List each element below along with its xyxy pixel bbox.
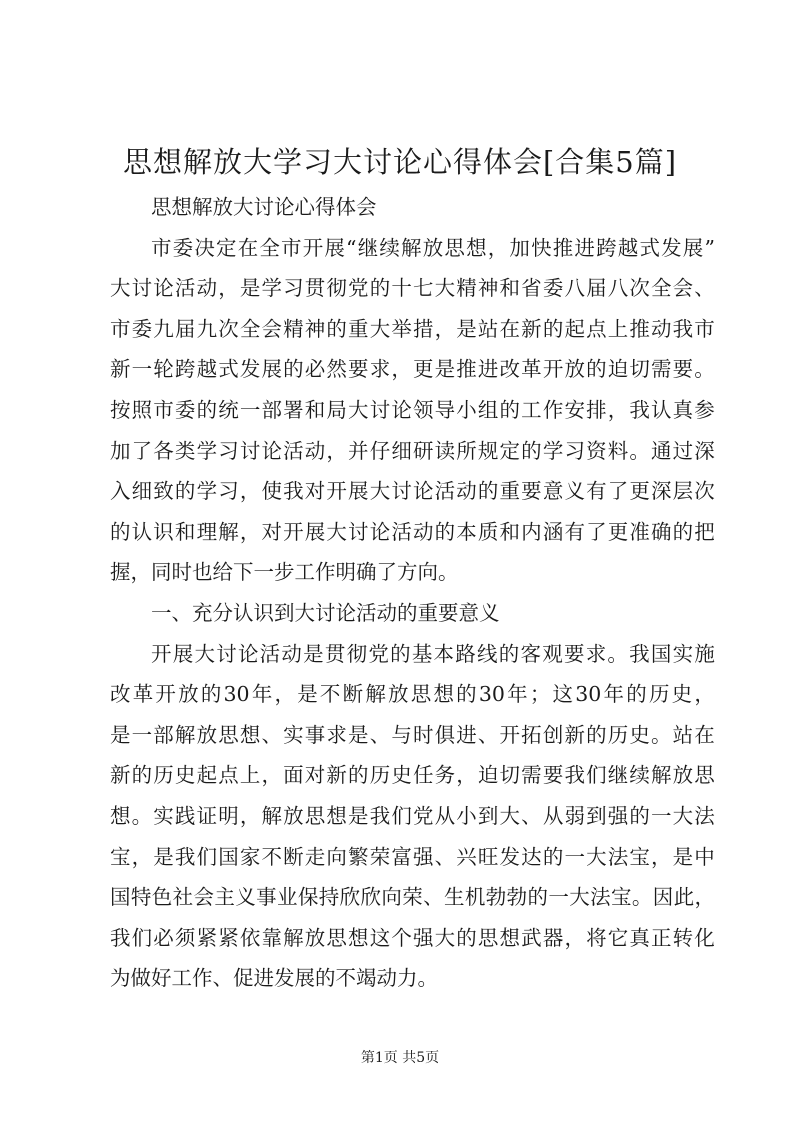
page-footer: 第1页 共5页 (360, 1050, 440, 1066)
text-line-content: 握，同时也给下一步工作明确了方向。 (110, 560, 459, 585)
text-line-content: 国 特 色 社 会 主 义 事 业 保 持 欣 欣 向 荣 、 生 机 勃 勃 的 一 大 法 宝 。 因 此 ， (110, 885, 715, 910)
text-line (110, 431, 715, 472)
text-line-content: 入 细 致 的 学 习 ， 使 我 对 开 展 大 讨 论 活 动 的 重 要 意 义 有 了 更 深 层 次 (110, 479, 715, 504)
text-line-content: 加 了 各 类 学 习 讨 论 活 动 ， 并 仔 细 研 读 所 规 定 的 学 习 资 料 。 通 过 深 (110, 438, 715, 463)
text-line-content: 按 照 市 委 的 统 一 部 署 和 局 大 讨 论 领 导 小 组 的 工 作 安 排 ， 我 认 真 参 (110, 397, 715, 422)
text-line (110, 512, 715, 553)
text-line (110, 309, 715, 350)
text-line (110, 390, 715, 431)
text-line-content: 的 认 识 和 理 解 ， 对 开 展 大 讨 论 活 动 的 本 质 和 内 涵 有 了 更 准 确 的 把 (110, 519, 715, 544)
document-body (110, 187, 715, 999)
text-line (110, 268, 715, 309)
text-line-content: 大 讨 论 活 动 ， 是 学 习 贯 彻 党 的 十 七 大 精 神 和 省 委 八 届 八 次 全 会 、 (110, 276, 715, 301)
text-line (110, 755, 715, 796)
text-line (110, 877, 715, 918)
text-line (110, 187, 715, 228)
text-line (110, 958, 715, 999)
text-line-content: 市 委 九 届 九 次 全 会 精 神 的 重 大 举 措 ， 是 站 在 新 的 起 点 上 推 动 我 市 (110, 316, 715, 341)
text-line (110, 471, 715, 512)
text-line (110, 674, 715, 715)
text-line (110, 918, 715, 959)
text-line (110, 552, 715, 593)
text-line-content: 开 展 大 讨 论 活 动 是 贯 彻 党 的 基 本 路 线 的 客 观 要 求 。 我 国 实 施 (151, 641, 715, 666)
text-line (110, 228, 715, 269)
text-line-content: 为做好工作、促进发展的不竭动力。 (110, 966, 438, 991)
text-line (110, 715, 715, 756)
text-line-content: 市 委 决 定 在 全 市 开 展 “ 继 续 解 放 思 想 ， 加 快 推 进 跨 越 式 发 展 ” (151, 235, 715, 260)
text-line (110, 796, 715, 837)
text-line (110, 349, 715, 390)
text-line-content: 我 们 必 须 紧 紧 依 靠 解 放 思 想 这 个 强 大 的 思 想 武 器 ， 将 它 真 正 转 化 (110, 925, 715, 950)
text-line-content: 改 革 开 放 的 30 年 ， 是 不 断 解 放 思 想 的 30 年 ； 这 30 年 的 历 史 ， (110, 682, 715, 707)
text-line-content: 新 的 历 史 起 点 上 ， 面 对 新 的 历 史 任 务 ， 迫 切 需 要 我 们 继 续 解 放 思 (110, 763, 715, 788)
text-line-content: 思想解放大讨论心得体会 (151, 195, 377, 219)
text-line (110, 593, 715, 634)
text-line-content: 想 。 实 践 证 明 ， 解 放 思 想 是 我 们 党 从 小 到 大 、 从 弱 到 强 的 一 大 法 (110, 803, 715, 828)
text-line-content: 新 一 轮 跨 越 式 发 展 的 必 然 要 求 ， 更 是 推 进 改 革 开 放 的 迫 切 需 要 。 (110, 357, 715, 382)
document-title: 思想解放大学习大讨论心得体会[合集5篇] (122, 145, 678, 179)
text-line (110, 634, 715, 675)
text-line-content: 是 一 部 解 放 思 想 、 实 事 求 是 、 与 时 俱 进 、 开 拓 创 新 的 历 史 。 站 在 (110, 722, 715, 747)
text-line (110, 837, 715, 878)
text-line-content: 宝 ， 是 我 们 国 家 不 断 走 向 繁 荣 富 强 、 兴 旺 发 达 的 一 大 法 宝 ， 是 中 (110, 844, 715, 869)
text-line-content: 一、充分认识到大讨论活动的重要意义 (151, 600, 500, 625)
